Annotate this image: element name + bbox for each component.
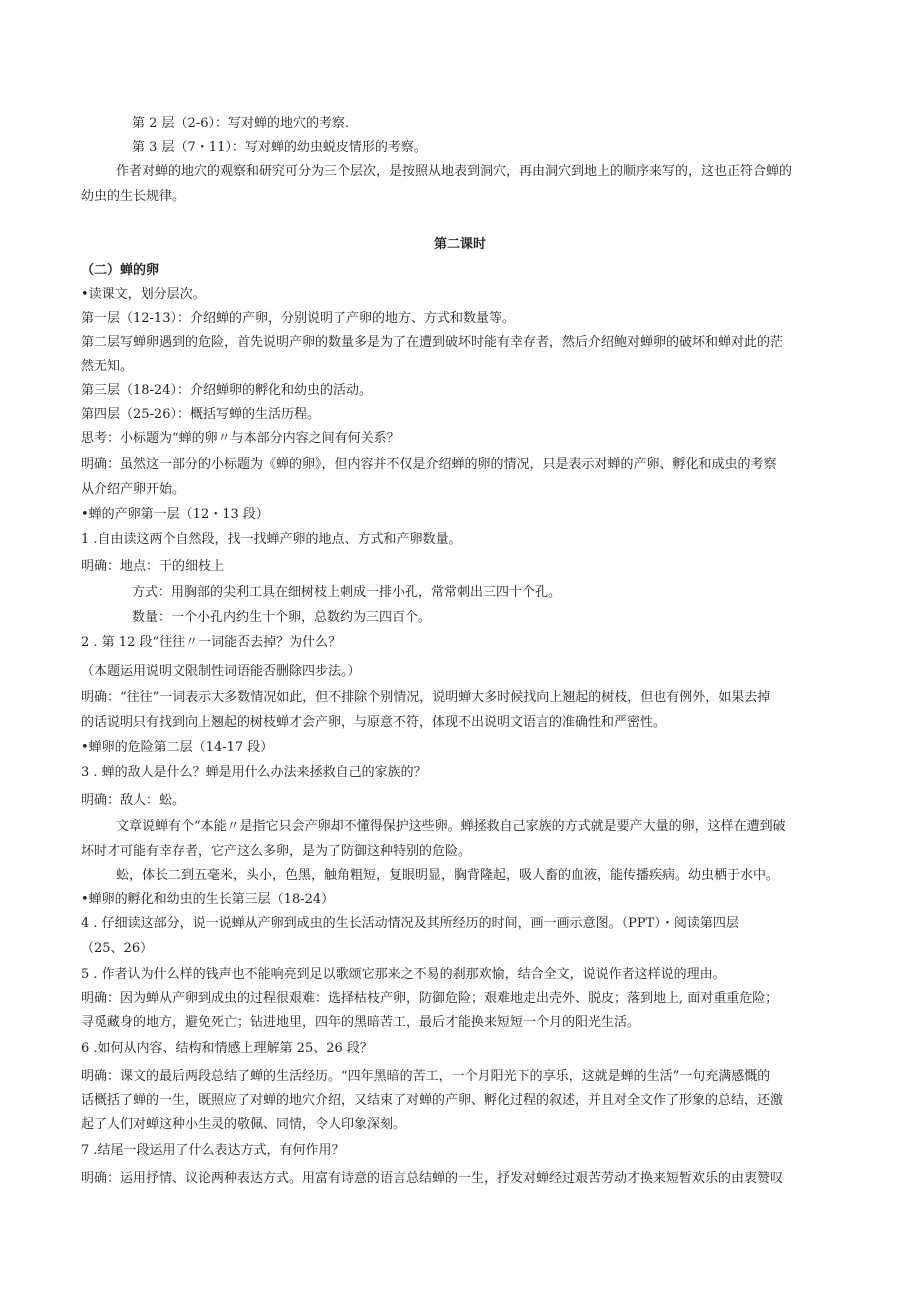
text-line: 寻觅藏身的地方，避免死亡；钻进地里，四年的黑暗苦工，最后才能换来短短一个月的阳光生活。: [81, 1015, 641, 1030]
text-line: 蚣，体长二到五毫米，头小，色黑，触角粗短，复眼明显，胸背隆起，吸人畜的血液，能传播疾病。幼虫栖于水中。: [116, 868, 780, 883]
text-line: 文章说蝉有个“本能〃是指它只会产卵却不懂得保护这些卵。蝉拯救自己家族的方式就是要产大量的卵，这样在遭到破: [116, 819, 786, 834]
text-line: 数量：一个小孔内约生十个卵，总数约为三四百个。: [132, 610, 432, 625]
text-line: 明确：敌人：蚣。: [81, 793, 186, 808]
text-line: 6 .如何从内容、结构和情感上理解第 25、26 段？: [81, 1041, 373, 1056]
text-line: 明确：虽然这一部分的小标题为《蝉的卵》，但内容并不仅是介绍蝉的卵的情况，只是表示对蝉的产卵、孵化和成虫的考察: [81, 457, 777, 472]
text-line: 2 . 第 12 段“往往〃一词能否去掉？为什么？: [81, 635, 342, 650]
text-line: 第一层（12-13）：介绍蝉的产卵，分别说明了产卵的地方、方式和数量等。: [81, 311, 515, 326]
text-line: 4 . 仔细读这部分，说一说蝉从产卵到成虫的生长活动情况及其所经历的时间，画一画示意图。（PPT）・阅读第四层: [81, 916, 739, 931]
text-line: 然无知。: [81, 359, 134, 374]
text-line: 幼虫的生长规律。: [81, 189, 186, 204]
text-line: （本题运用说明文限制性词语能否删除四步法。）: [81, 664, 361, 679]
text-line: 第 2 层（2-6）：写对蝉的地穴的考察.: [132, 116, 350, 131]
text-line: •蝉卵的孵化和幼虫的生长第三层（18-24）: [81, 892, 335, 907]
section-title: 第二课时: [433, 237, 486, 252]
text-line: 明确：课文的最后两段总结了蝉的生活经历。“四年黑暗的苦工，一个月阳光下的享乐，这就是蝉的生活”一句充满感慨的: [81, 1069, 771, 1084]
text-line: 明确：运用抒情、议论两种表达方式。用富有诗意的语言总结蝉的一生，抒发对蝉经过艰苦劳动才换来短暂欢乐的由衷赞叹: [81, 1171, 784, 1186]
text-line: 从介绍产卵开始。: [81, 482, 186, 497]
text-line: 5 . 作者认为什么样的钱声也不能响亮到足以歌颂它那来之不易的刹那欢愉，结合全文，说说作者这样说的理由。: [81, 967, 726, 982]
text-line: 明确：因为蝉从产卵到成虫的过程很艰难：选择枯枝产卵，防御危险；艰难地走出壳外、脱皮；落到地上, 面对重重危险；: [81, 991, 779, 1006]
text-line: 明确：“往往”一词表示大多数情况如此，但不排除个别情况，说明蝉大多时候找向上翘起的树枝，但也有例外，如果去掉: [81, 690, 771, 705]
text-line: 明确：地点：干的细枝上: [81, 559, 225, 574]
text-line: •读课文，划分层次。: [81, 287, 206, 302]
text-line: 作者对蝉的地穴的观察和研究可分为三个层次，是按照从地表到洞穴，再由洞穴到地上的顺序来写的，这也正符合蝉的: [116, 164, 793, 179]
text-line: 思考：小标题为“蝉的卵〃与本部分内容之间有何关系？: [81, 431, 400, 446]
text-line: 3 . 蝉的敌人是什么？蝉是用什么办法来拯救自己的家族的？: [81, 765, 427, 780]
text-line: 第 3 层（7・11）：写对蝉的幼虫蜕皮情形的考察。: [132, 140, 427, 155]
text-line: 坏时才可能有幸存者，它产这么多卵，是为了防御这种特别的危险。: [81, 844, 472, 859]
text-line: 7 .结尾一段运用了什么表达方式，有何作用？: [81, 1143, 345, 1158]
text-line: 起了人们对蝉这种小生灵的敬佩、同情，令人印象深刻。: [81, 1117, 407, 1132]
text-line: 第三层（18-24）：介绍蝉卵的孵化和幼虫的活动。: [81, 383, 372, 398]
text-line: 第四层（25-26）：概括写蝉的生活历程。: [81, 407, 320, 422]
text-line: 的话说明只有找到向上翘起的树枝蝉才会产卵，与原意不符，体现不出说明文语言的准确性和严密性。: [81, 715, 667, 730]
text-line: 方式：用胸部的尖利工具在细树枝上刺成一排小孔，常常刺出三四十个孔。: [132, 585, 562, 600]
text-line: •蝉卵的危险第二层（14-17 段）: [81, 740, 274, 755]
text-line: 1 .自由读这两个自然段，找一找蝉产卵的地点、方式和产卵数量。: [81, 532, 462, 547]
text-line: 话概括了蝉的一生，既照应了对蝉的地穴介绍，又结束了对蝉的产卵、孵化过程的叙述，并且对全文作了形象的总结，还激: [81, 1093, 784, 1108]
text-line: •蝉的产卵第一层（12・13 段）: [81, 507, 269, 522]
text-line: （25、26）: [81, 941, 154, 956]
text-line: 第二层写蝉卵遇到的危险，首先说明产卵的数量多是为了在遭到破坏时能有幸存者，然后介绍鲍对蝉卵的破坏和蝉对此的茫: [81, 335, 784, 350]
subtitle: （二）蝉的卵: [81, 263, 160, 278]
